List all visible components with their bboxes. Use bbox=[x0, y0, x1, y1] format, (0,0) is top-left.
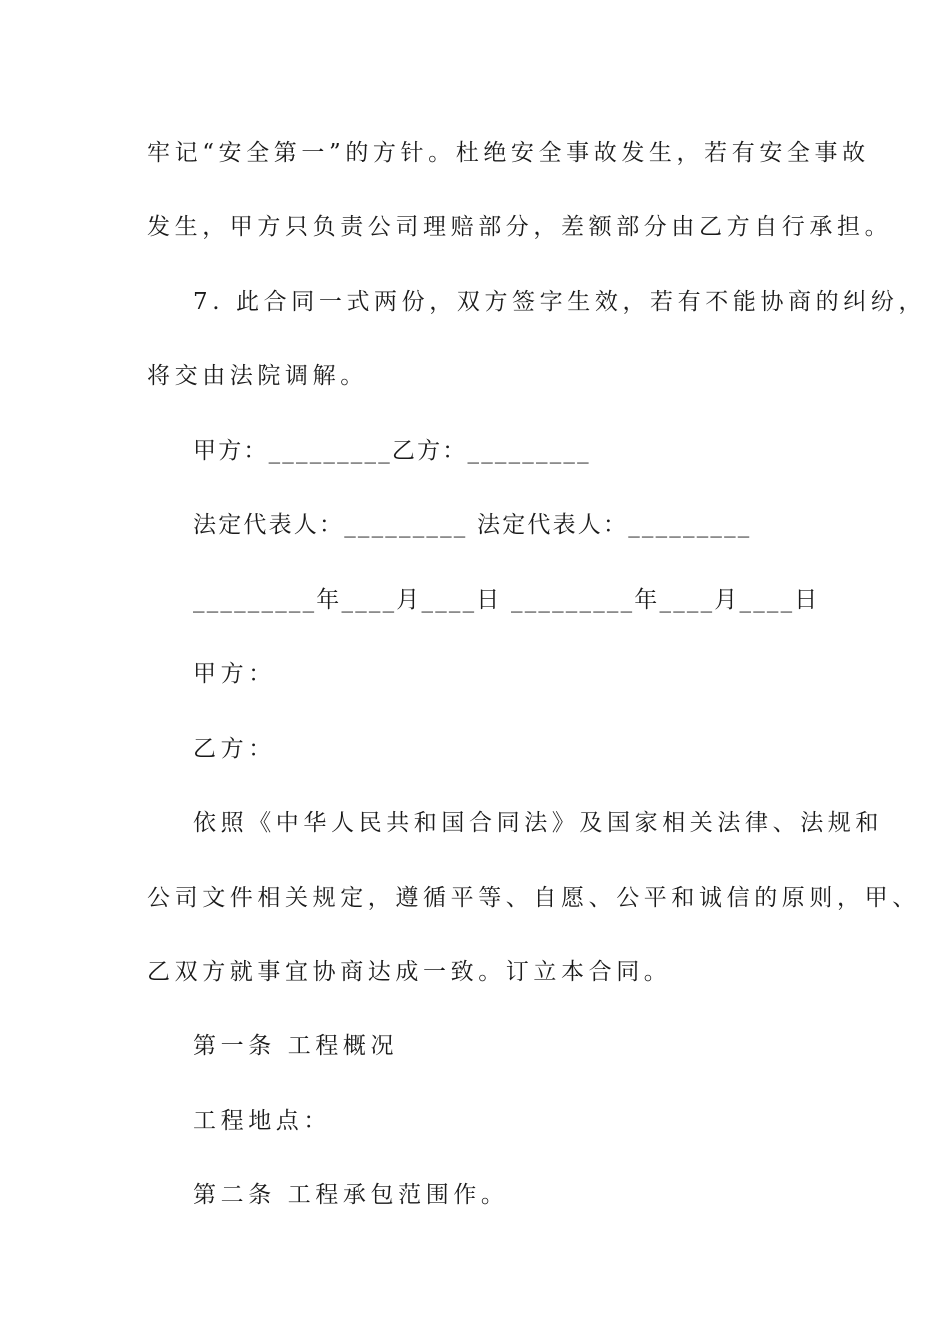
clause-7-line: 7. 此合同一式两份，双方签字生效，若有不能协商的纠纷， bbox=[193, 289, 927, 315]
article-2-heading: 第二条 工程承包范围作。 bbox=[193, 1182, 509, 1208]
party-a-label: 甲方： bbox=[193, 661, 276, 687]
project-location-label: 工程地点： bbox=[193, 1108, 331, 1134]
party-signature-line: 甲方：_________乙方：_________ bbox=[193, 438, 591, 464]
paragraph-line: 发生，甲方只负责公司理赔部分，差额部分由乙方自行承担。 bbox=[147, 214, 893, 240]
paragraph-line: 将交由法院调解。 bbox=[147, 363, 368, 389]
party-b-label: 乙方： bbox=[193, 736, 276, 762]
preamble-line: 乙双方就事宜协商达成一致。订立本合同。 bbox=[147, 959, 672, 985]
article-1-heading: 第一条 工程概况 bbox=[193, 1033, 399, 1059]
preamble-line: 依照《中华人民共和国合同法》及国家相关法律、法规和 bbox=[193, 810, 883, 836]
preamble-line: 公司文件相关规定，遵循平等、自愿、公平和诚信的原则，甲、 bbox=[147, 885, 920, 911]
paragraph-line: 牢记“安全第一”的方针。杜绝安全事故发生，若有安全事故 bbox=[147, 140, 870, 166]
legal-representative-line: 法定代表人：_________ 法定代表人：_________ bbox=[193, 512, 752, 538]
date-line: _________年____月____日 _________年____月____日 bbox=[193, 587, 820, 613]
